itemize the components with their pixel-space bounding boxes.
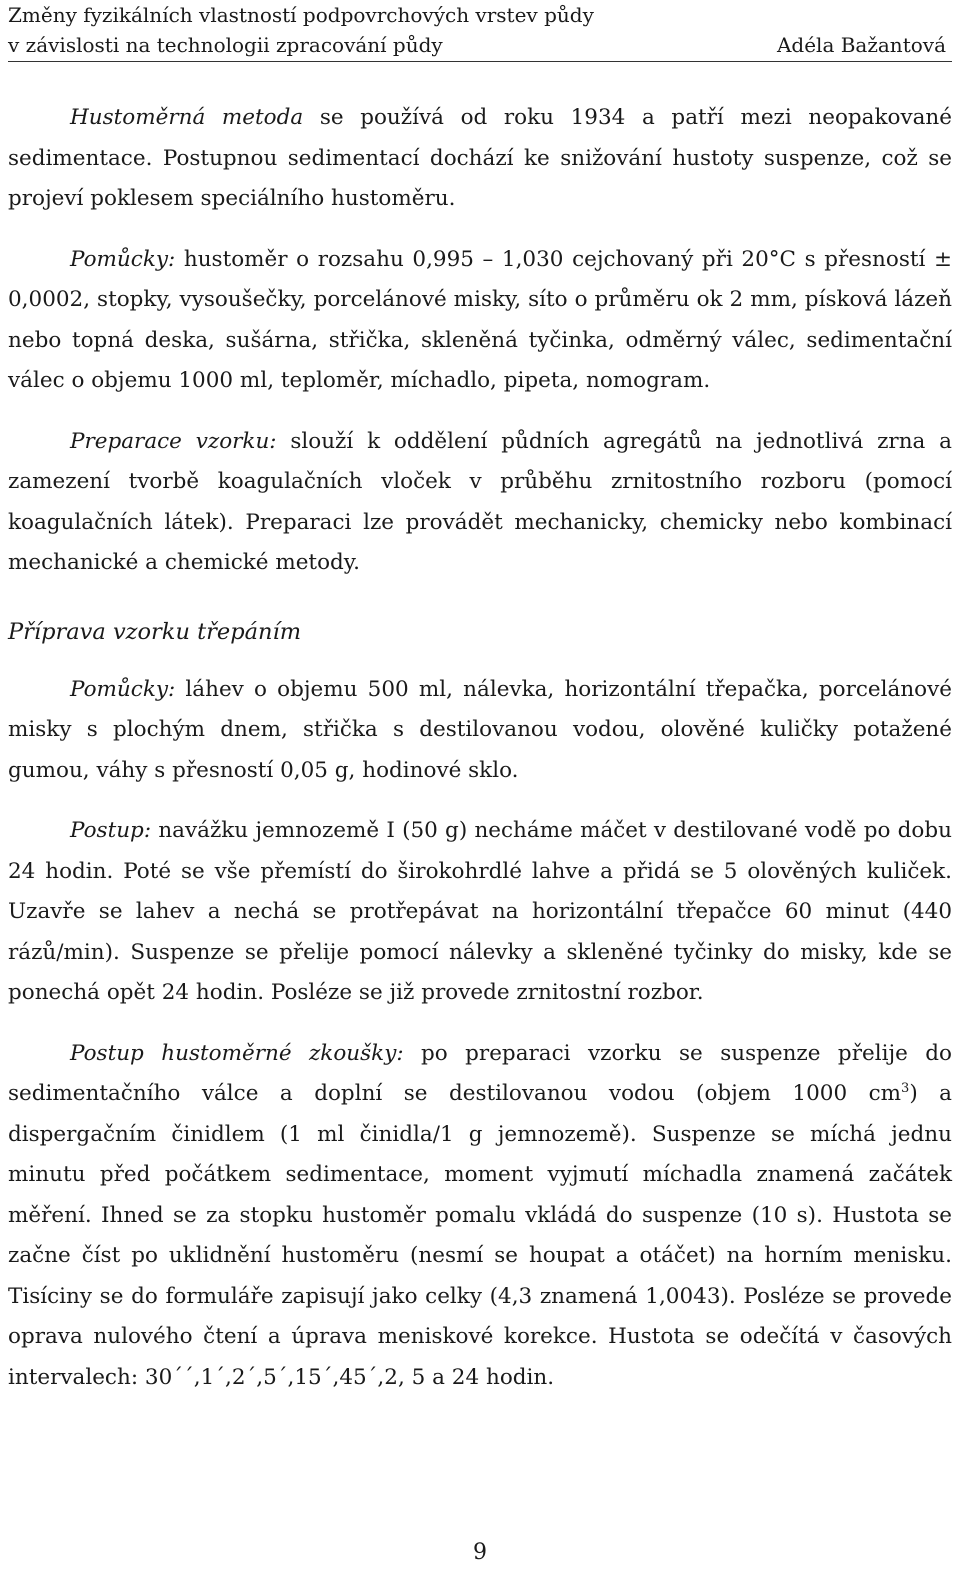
- header-title-line-1: Změny fyzikálních vlastností podpovrchových vrstev půdy: [8, 3, 594, 27]
- paragraph-text: navážku jemnozemě I (50 g) necháme máčet v destilované vodě po dobu 24 hodin. Poté se vše přemístí do širokohrdlé lahve a přidá se 5 olověných kuliček. Uzavře se lahev a nechá se protřepávat na horizontální třepačce 60 minut (440 rázů/min). Suspenze se přelije pomocí nálevky a skleněné tyčinky do misky, kde se ponechá opět 24 hodin. Posléze se již provede zrnitostní rozbor.: [8, 818, 952, 1005]
- paragraph-text: slouží k oddělení půdních agregátů na jednotlivá zrna a zamezení tvorbě koagulačních vloček v průběhu zrnitostního rozboru (pomocí koagulačních látek). Preparaci lze provádět mechanicky, chemicky nebo kombinací mechanické a chemické metody.: [8, 428, 952, 575]
- paragraph-equipment: [8, 240, 952, 402]
- header-title-line-2: v závislosti na technologii zpracování půdy: [8, 33, 443, 57]
- header-divider: [8, 61, 952, 62]
- paragraph-lead: Postup:: [70, 818, 152, 843]
- paragraph-text: láhev o objemu 500 ml, nálevka, horizontální třepačka, porcelánové misky s plochým dnem, střička s destilovanou vodou, olověné kuličky potažené gumou, váhy s přesností 0,05 g, hodinové sklo.: [8, 676, 952, 783]
- paragraph-lead: Preparace vzorku:: [70, 428, 277, 454]
- header-author: Adéla Bažantová: [776, 33, 946, 57]
- paragraph-method-intro: [8, 98, 952, 220]
- paragraph-shaking-equipment: [8, 670, 952, 792]
- paragraph-lead: Pomůcky:: [70, 676, 176, 702]
- paragraph-text: ) a dispergačním činidlem (1 ml činidla/1 g jemnozemě). Suspenze se míchá jednu minutu před počátkem sedimentace, moment vyjmutí míchadla znamená začátek měření. Ihned se za stopku hustoměr pomalu vkládá do suspenze (10 s). Hustota se začne číst po uklidnění hustoměru (nesmí se houpat a otáčet) na horním menisku. Tisíciny se do formuláře zapisují jako celky (4,3 znamená 1,0043). Posléze se provede oprava nulového čtení a úprava meniskové korekce. Hustota se odečítá v časových intervalech: 30´´,1´,2´,5´,15´,45´,2, 5 a 24 hodin.: [8, 1081, 952, 1390]
- page-body: [8, 98, 952, 1418]
- paragraph-sample-preparation: [8, 422, 952, 584]
- paragraph-lead: Pomůcky:: [70, 246, 176, 272]
- paragraph-lead: Hustoměrná metoda: [70, 105, 304, 130]
- paragraph-text: po preparaci vzorku se suspenze přelije do sedimentačního válce a doplní se destilovanou vodou (objem 1000 cm: [8, 1040, 952, 1106]
- superscript: 3: [901, 1080, 910, 1096]
- paragraph-hydrometer-test: [8, 1034, 952, 1399]
- paragraph-procedure: [8, 811, 952, 1014]
- page-number: 9: [473, 1540, 487, 1565]
- paragraph-text: se používá od roku 1934 a patří mezi neopakované sedimentace. Postupnou sedimentací dochází ke snižování hustoty suspenze, což se projeví poklesem speciálního hustoměru.: [8, 105, 952, 211]
- running-header: [8, 0, 952, 60]
- paragraph-text: hustoměr o rozsahu 0,995 – 1,030 cejchovaný při 20°C s přesností ± 0,0002, stopky, vysoušečky, porcelánové misky, síto o průměru ok 2 mm, písková lázeň nebo topná deska, sušárna, střička, skleněná tyčinka, odměrný válec, sedimentační válec o objemu 1000 ml, teploměr, míchadlo, pipeta, nomogram.: [8, 246, 952, 393]
- section-heading: Příprava vzorku třepáním: [8, 618, 302, 645]
- paragraph-lead: Postup hustoměrné zkoušky:: [70, 1040, 404, 1066]
